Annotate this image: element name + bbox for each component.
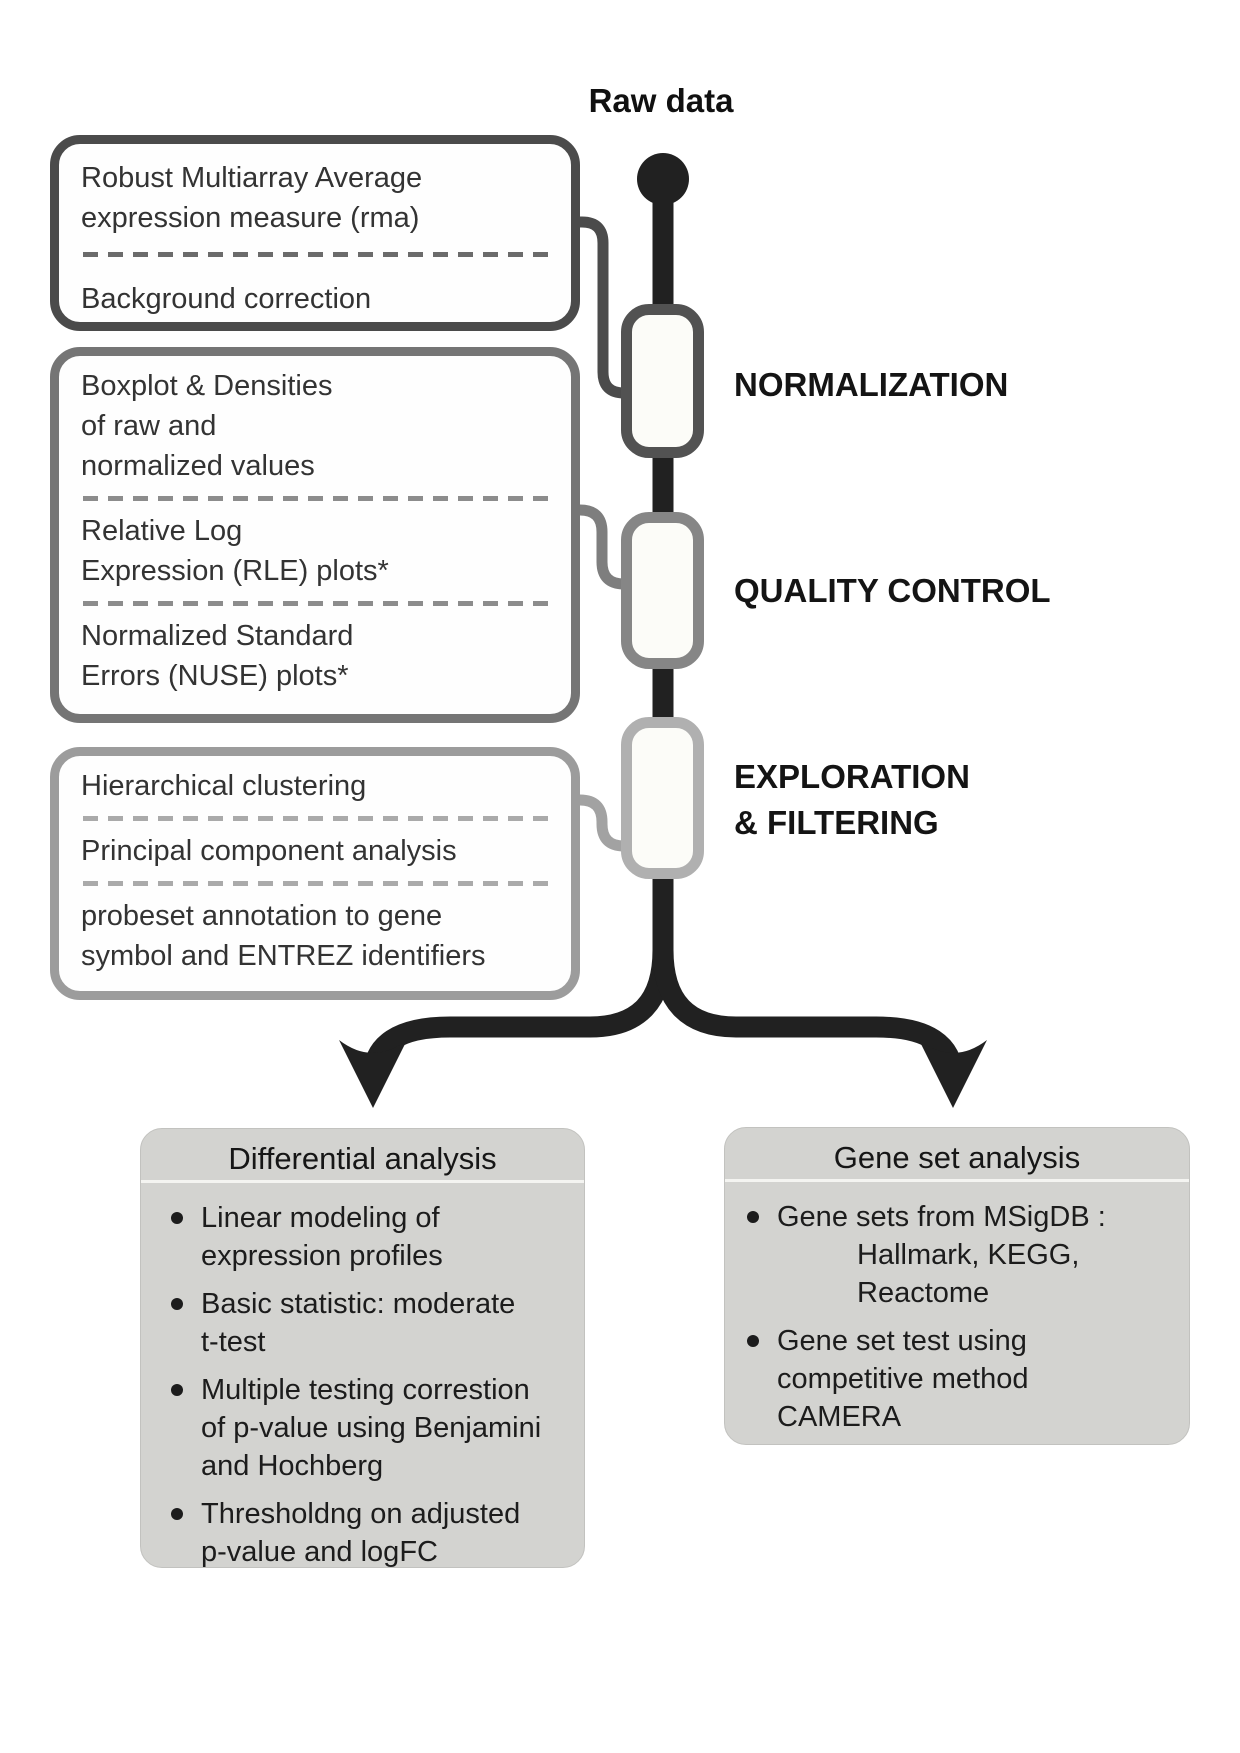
method-line: normalized values — [81, 450, 315, 482]
method-line: Principal component analysis — [81, 835, 457, 867]
list-item — [171, 1371, 574, 1485]
list-item — [171, 1495, 574, 1571]
branch-right-line — [663, 950, 953, 1078]
list-item-line: Thresholdng on adjusted — [201, 1498, 521, 1530]
list-item-line: and Hochberg — [201, 1450, 384, 1482]
stage-label-exploration-filtering — [734, 754, 970, 846]
method-line: Background correction — [81, 283, 372, 315]
dashed-divider — [83, 252, 549, 257]
raw-data-label: Raw data — [588, 82, 734, 119]
bullet-icon — [171, 1384, 183, 1396]
list-item-line: Gene sets from MSigDB : — [777, 1201, 1106, 1233]
differential-analysis-box — [140, 1128, 585, 1568]
stage-label-quality-control — [734, 568, 1051, 614]
differential-analysis-list — [141, 1183, 584, 1571]
list-item-line: Linear modeling of — [201, 1202, 440, 1234]
method-line: Relative Log — [81, 515, 243, 547]
list-item-line: Reactome — [857, 1277, 990, 1309]
method-line: of raw and — [81, 410, 217, 442]
list-item-line: expression profiles — [201, 1240, 443, 1272]
gene-set-analysis-box — [724, 1127, 1190, 1445]
list-item-line: Hallmark, KEGG, — [857, 1239, 1080, 1271]
method-line: symbol and ENTREZ identifiers — [81, 940, 486, 972]
dashed-divider — [83, 496, 549, 501]
stage-label-line: QUALITY CONTROL — [734, 572, 1051, 609]
exploration-methods-box — [50, 747, 580, 1000]
list-item-line: of p-value using Benjamini — [201, 1412, 542, 1444]
stage-label-line: & FILTERING — [734, 804, 939, 841]
dashed-divider — [83, 601, 549, 606]
gene-set-analysis-list — [725, 1182, 1189, 1436]
list-item-line: Gene set test using — [777, 1325, 1027, 1357]
bullet-icon — [747, 1211, 759, 1223]
exploration-node — [621, 717, 704, 879]
list-item — [747, 1322, 1179, 1436]
list-item — [171, 1199, 574, 1275]
quality-control-methods-box — [50, 347, 580, 723]
list-item — [171, 1285, 574, 1361]
differential-analysis-title: Differential analysis — [228, 1141, 497, 1176]
bullet-icon — [171, 1298, 183, 1310]
normalization-node — [621, 304, 704, 458]
list-item-line: Multiple testing correstion — [201, 1374, 530, 1406]
bullet-icon — [747, 1335, 759, 1347]
stage-label-line: EXPLORATION — [734, 758, 970, 795]
gene-set-analysis-title: Gene set analysis — [833, 1140, 1081, 1175]
method-line: Boxplot & Densities — [81, 370, 333, 402]
quality-control-node — [621, 512, 704, 669]
bullet-icon — [171, 1212, 183, 1224]
list-item-line: CAMERA — [777, 1401, 902, 1433]
normalization-methods-box — [50, 135, 580, 331]
method-line: Errors (NUSE) plots* — [81, 660, 349, 692]
stage-label-normalization — [734, 362, 1008, 408]
method-line: Expression (RLE) plots* — [81, 555, 389, 587]
bullet-icon — [171, 1508, 183, 1520]
list-item — [747, 1198, 1179, 1312]
list-item-line: t-test — [201, 1326, 266, 1358]
list-item-line: Basic statistic: moderate — [201, 1288, 516, 1320]
method-line: expression measure (rma) — [81, 202, 420, 234]
method-line: Normalized Standard — [81, 620, 354, 652]
stage-label-line: NORMALIZATION — [734, 366, 1009, 403]
method-line: Robust Multiarray Average — [81, 162, 423, 194]
dashed-divider — [83, 816, 549, 821]
list-item-line: competitive method — [777, 1363, 1029, 1395]
list-item-line: p-value and logFC — [201, 1536, 438, 1568]
method-line: probeset annotation to gene — [81, 900, 443, 932]
method-line: Hierarchical clustering — [81, 770, 367, 802]
dashed-divider — [83, 881, 549, 886]
